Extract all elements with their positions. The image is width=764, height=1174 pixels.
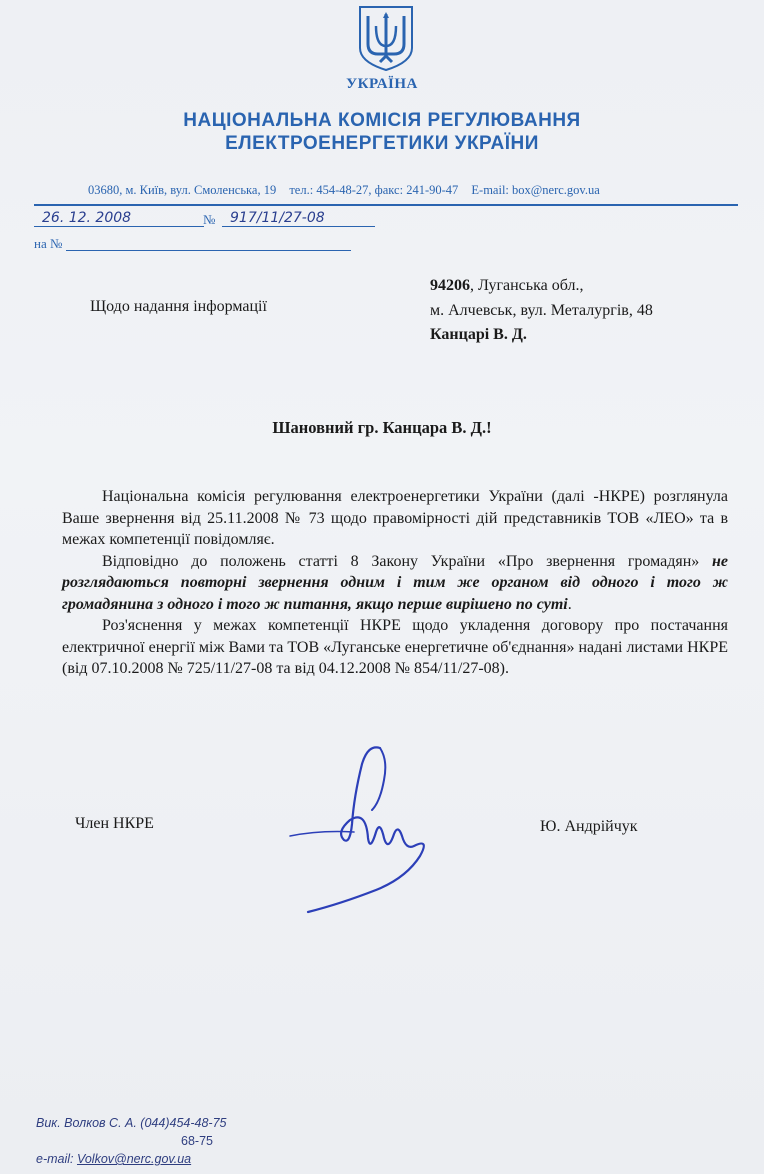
number-label: № [203, 212, 216, 227]
executor-email-line: e-mail: Volkov@nerc.gov.ua [36, 1152, 192, 1166]
body-paragraph-3: Роз'яснення у межах компетенції НКРЕ щодо укладення договору про постачання електричної енергії між Вами та ТОВ «Луганське енергетичне об'єднання» надані листами НКРЕ (від 07.10.2008 № 725/11/27-08 та від 04.12.2008 № 854/11/27-08). [62, 617, 728, 677]
reply-to-label: на № [34, 236, 63, 251]
letterhead-divider [34, 204, 738, 206]
signatory-position: Член НКРЕ [75, 815, 154, 832]
letter-body [62, 486, 728, 680]
signatory-name: Ю. Андрійчук [540, 818, 638, 835]
executor-footer [36, 1114, 226, 1168]
recipient-address-line2: м. Алчевськ, вул. Металургів, 48 [430, 302, 653, 319]
org-phone: тел.: 454-48-27, факс: 241-90-47 [289, 183, 459, 197]
handwritten-signature-icon [280, 740, 450, 920]
salutation: Шановний гр. Канцара В. Д.! [272, 418, 492, 437]
executor-extension: 68-75 [181, 1134, 213, 1148]
org-name-line2: ЕЛЕКТРОЕНЕРГЕТИКИ УКРАЇНИ [225, 133, 539, 154]
executor-email[interactable]: Volkov@nerc.gov.ua [76, 1152, 192, 1166]
reply-to-line [66, 250, 351, 251]
org-address: 03680, м. Київ, вул. Смоленська, 19 [88, 183, 277, 197]
registration-number: 917/11/27-08 [222, 210, 375, 227]
letter-subject: Щодо надання інформації [90, 298, 267, 315]
recipient-region: , Луганська обл., [470, 277, 584, 294]
paragraph-2-emphasis: не розглядаються повторні звернення одним і тим же органом від одного і того ж громадянина з одного і того ж питання, якщо перше вирішено по суті [62, 552, 728, 613]
org-name-line1: НАЦІОНАЛЬНА КОМІСІЯ РЕГУЛЮВАННЯ [183, 110, 581, 131]
body-paragraph-1: Національна комісія регулювання електроенергетики України (далі -НКРЕ) розглянула Ваше звернення від 25.11.2008 № 73 щодо правомірності дій представників ТОВ «ЛЕО» та в межах компетенції повідомляє. [62, 488, 728, 548]
recipient-postcode: 94206 [430, 277, 470, 294]
country-name: УКРАЇНА [346, 76, 418, 92]
body-paragraph-2: Відповідно до положень статті 8 Закону України «Про звернення громадян» не розглядаються повторні звернення одним і тим же органом від одного і того ж громадянина з одного і того ж питання, якщо перше вирішено по суті. [62, 552, 728, 613]
executor-info: Вик. Волков С. А. (044)454-48-75 [36, 1116, 227, 1130]
recipient-name: Канцарі В. Д. [430, 326, 527, 343]
trident-emblem-icon [356, 4, 416, 72]
org-email: E-mail: box@nerc.gov.ua [471, 183, 600, 197]
paragraph-2-start: Відповідно до положень статті 8 Закону України «Про звернення громадян» [102, 552, 713, 570]
recipient-address-line1 [430, 277, 583, 295]
contacts-line [88, 183, 610, 198]
registration-date: 26. 12. 2008 [34, 210, 204, 227]
